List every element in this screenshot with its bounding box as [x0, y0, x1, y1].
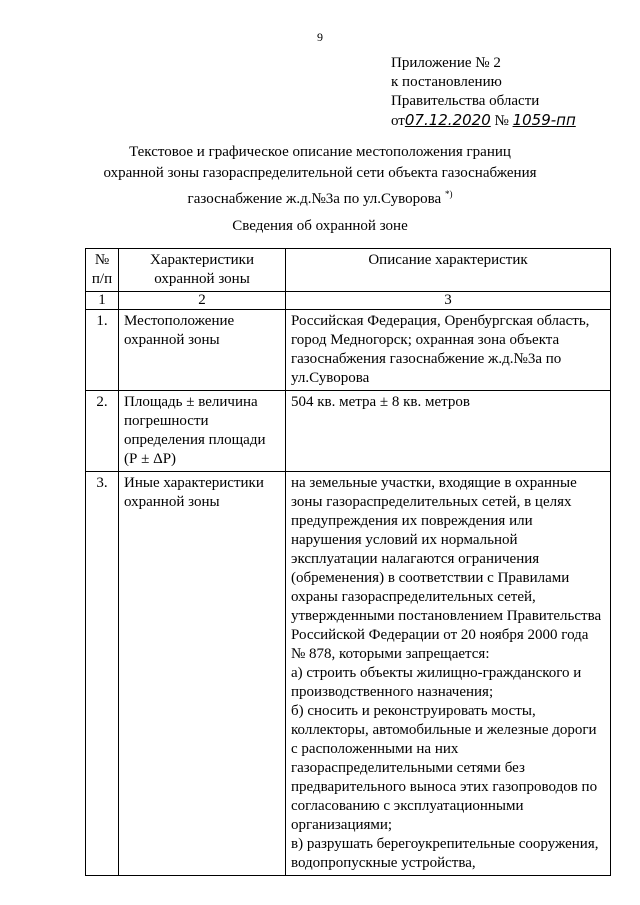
- document-title: [0, 142, 640, 210]
- row-number: 1.: [86, 310, 119, 391]
- column-number: 1: [86, 292, 119, 310]
- table-row: [86, 391, 611, 472]
- row-characteristic: Местоположение охранной зоны: [119, 310, 286, 391]
- appendix-block: [391, 54, 576, 131]
- column-number: 2: [119, 292, 286, 310]
- appendix-line-1: Приложение № 2: [391, 55, 501, 71]
- row-number: 3.: [86, 472, 119, 876]
- column-number: 3: [286, 292, 611, 310]
- header-number: [86, 249, 119, 292]
- page-number: 9: [317, 30, 323, 44]
- title-line-2: охранной зоны газораспределительной сети объекта газоснабжения: [103, 165, 537, 181]
- description-paragraph: а) строить объекты жилищно-гражданского и производственного назначения;: [291, 665, 582, 700]
- header-number-line-1: №: [94, 252, 110, 268]
- section-subtitle: Сведения об охранной зоне: [232, 218, 408, 234]
- row-number: 2.: [86, 391, 119, 472]
- protected-zone-table: [85, 248, 611, 876]
- row-description: Российская Федерация, Оренбургская область, город Медногорск; охранная зона объекта газоснабжения газоснабжение ж.д.№3а по ул.Суворова: [286, 310, 611, 391]
- appendix-line-2: к постановлению: [391, 74, 502, 90]
- description-paragraph: на земельные участки, входящие в охранные зоны газораспределительных сетей, в целях предупреждения их повреждения или нарушения условий их нормальной эксплуатации налагаются ограничения (обременения) в соответствии с Правилами охраны газораспределительных сетей, утвержденными постановлением Правительства Российской Федерации от 20 ноября 2000 года № 878, которыми запрещается:: [291, 475, 602, 662]
- header-characteristics-line-2: охранной зоны: [154, 271, 250, 287]
- description-paragraph: в) разрушать берегоукрепительные сооружения, водопропускные устройства,: [291, 836, 599, 871]
- footnote-mark: *): [444, 189, 453, 199]
- table-header-row: [86, 249, 611, 292]
- row-characteristic: Иные характеристики охранной зоны: [119, 472, 286, 876]
- table-column-numbers-row: [86, 292, 611, 310]
- number-label: №: [494, 113, 509, 129]
- appendix-line-4: [391, 111, 576, 131]
- row-characteristic: Площадь ± величина погрешности определения площади (Р ± ΔР): [119, 391, 286, 472]
- row-description: 504 кв. метра ± 8 кв. метров: [286, 391, 611, 472]
- handwritten-date: 07.12.2020: [404, 111, 491, 129]
- handwritten-number: 1059-пп: [512, 111, 576, 129]
- from-label: от: [391, 113, 405, 129]
- table-row: [86, 472, 611, 876]
- row-description: [286, 472, 611, 876]
- header-number-line-2: п/п: [91, 271, 113, 287]
- appendix-line-3: Правительства области: [391, 93, 540, 109]
- header-characteristics: [119, 249, 286, 292]
- title-line-3: [0, 184, 640, 210]
- title-line-3-text: газоснабжение ж.д.№3а по ул.Суворова: [187, 191, 442, 207]
- description-paragraph: б) сносить и реконструировать мосты, коллекторы, автомобильные и железные дороги с расположенными на них газораспределительными сетями без предварительного выноса этих газопроводов по согласованию с эксплуатационными организациями;: [291, 703, 598, 833]
- table-row: [86, 310, 611, 391]
- header-characteristics-line-1: Характеристики: [149, 252, 255, 268]
- title-line-1: Текстовое и графическое описание местоположения границ: [129, 144, 511, 160]
- header-description: Описание характеристик: [286, 249, 611, 292]
